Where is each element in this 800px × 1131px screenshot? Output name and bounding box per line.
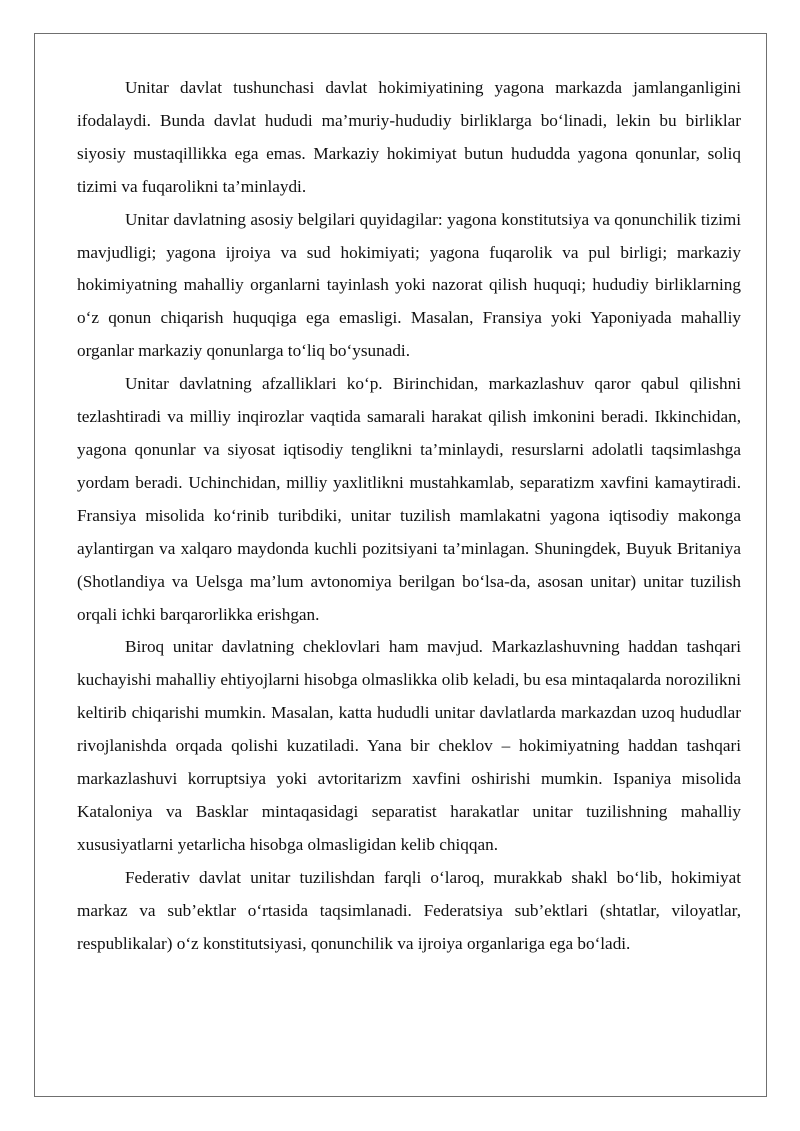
paragraph-unitar-advantages: Unitar davlatning afzalliklari ko‘p. Birinchidan, markazlashuv qaror qabul qilishni tezlashtiradi va milliy inqirozlar vaqtida samarali harakat qilish imkonini beradi. Ikkinchidan, yagona qonunlar va siyosat iqtisodiy tenglikni ta’minlaydi, resurslarni adolatli taqsimlashga yordam beradi. Uchinchidan, milliy yaxlitlikni mustahkamlab, separatizm xavfini kamaytiradi. Fransiya misolida ko‘rinib turibdiki, unitar tuzilish mamlakatni yagona iqtisodiy makonga aylantirgan va xalqaro maydonda kuchli pozitsiyani ta’minlagan. Shuningdek, Buyuk Britaniya (Shotlandiya va Uelsga ma’lum avtonomiya berilgan bo‘lsa-da, asosan unitar) unitar tuzilish orqali ichki barqarorlikka erishgan.	[77, 374, 741, 624]
paragraph-unitar-features: Unitar davlatning asosiy belgilari quyidagilar: yagona konstitutsiya va qonunchilik tizimi mavjudligi; yagona ijroiya va sud hokimiyati; yagona fuqarolik va pul birligi; markaziy hokimiyatning mahalliy organlarni tayinlash yoki nazorat qilish huquqi; hududiy birliklarning o‘z qonun chiqarish huquqiga ega emasligi. Masalan, Fransiya yoki Yaponiyada mahalliy organlar markaziy qonunlarga to‘liq bo‘ysunadi.	[77, 209, 741, 361]
paragraph-federal-state: Federativ davlat unitar tuzilishdan farqli o‘laroq, murakkab shakl bo‘lib, hokimiyat markaz va sub’ektlar o‘rtasida taqsimlanadi. Federatsiya sub’ektlari (shtatlar, viloyatlar, respublikalar) o‘z konstitutsiyasi, qonunchilik va ijroiya organlariga ega bo‘ladi.	[77, 867, 741, 953]
document-body	[77, 72, 741, 960]
paragraph-unitar-definition: Unitar davlat tushunchasi davlat hokimiyatining yagona markazda jamlanganligini ifodalaydi. Bunda davlat hududi ma’muriy-hududiy birliklarga bo‘linadi, lekin bu birliklar siyosiy mustaqillikka ega emas. Markaziy hokimiyat butun hududda yagona qonunlar, soliq tizimi va fuqarolikni ta’minlaydi.	[77, 78, 741, 196]
paragraph-unitar-limitations: Biroq unitar davlatning cheklovlari ham mavjud. Markazlashuvning haddan tashqari kuchayishi mahalliy ehtiyojlarni hisobga olmaslikka olib keladi, bu esa mintaqalarda norozilikni keltirib chiqarishi mumkin. Masalan, katta hududli unitar davlatlarda markazdan uzoq hududlar rivojlanishda orqada qolishi kuzatiladi. Yana bir cheklov – hokimiyatning haddan tashqari markazlashuvi korruptsiya yoki avtoritarizm xavfini oshirishi mumkin. Ispaniya misolida Kataloniya va Basklar mintaqasidagi separatist harakatlar unitar tuzilishning mahalliy xususiyatlarni yetarlicha hisobga olmasligidan kelib chiqqan.	[77, 637, 741, 854]
